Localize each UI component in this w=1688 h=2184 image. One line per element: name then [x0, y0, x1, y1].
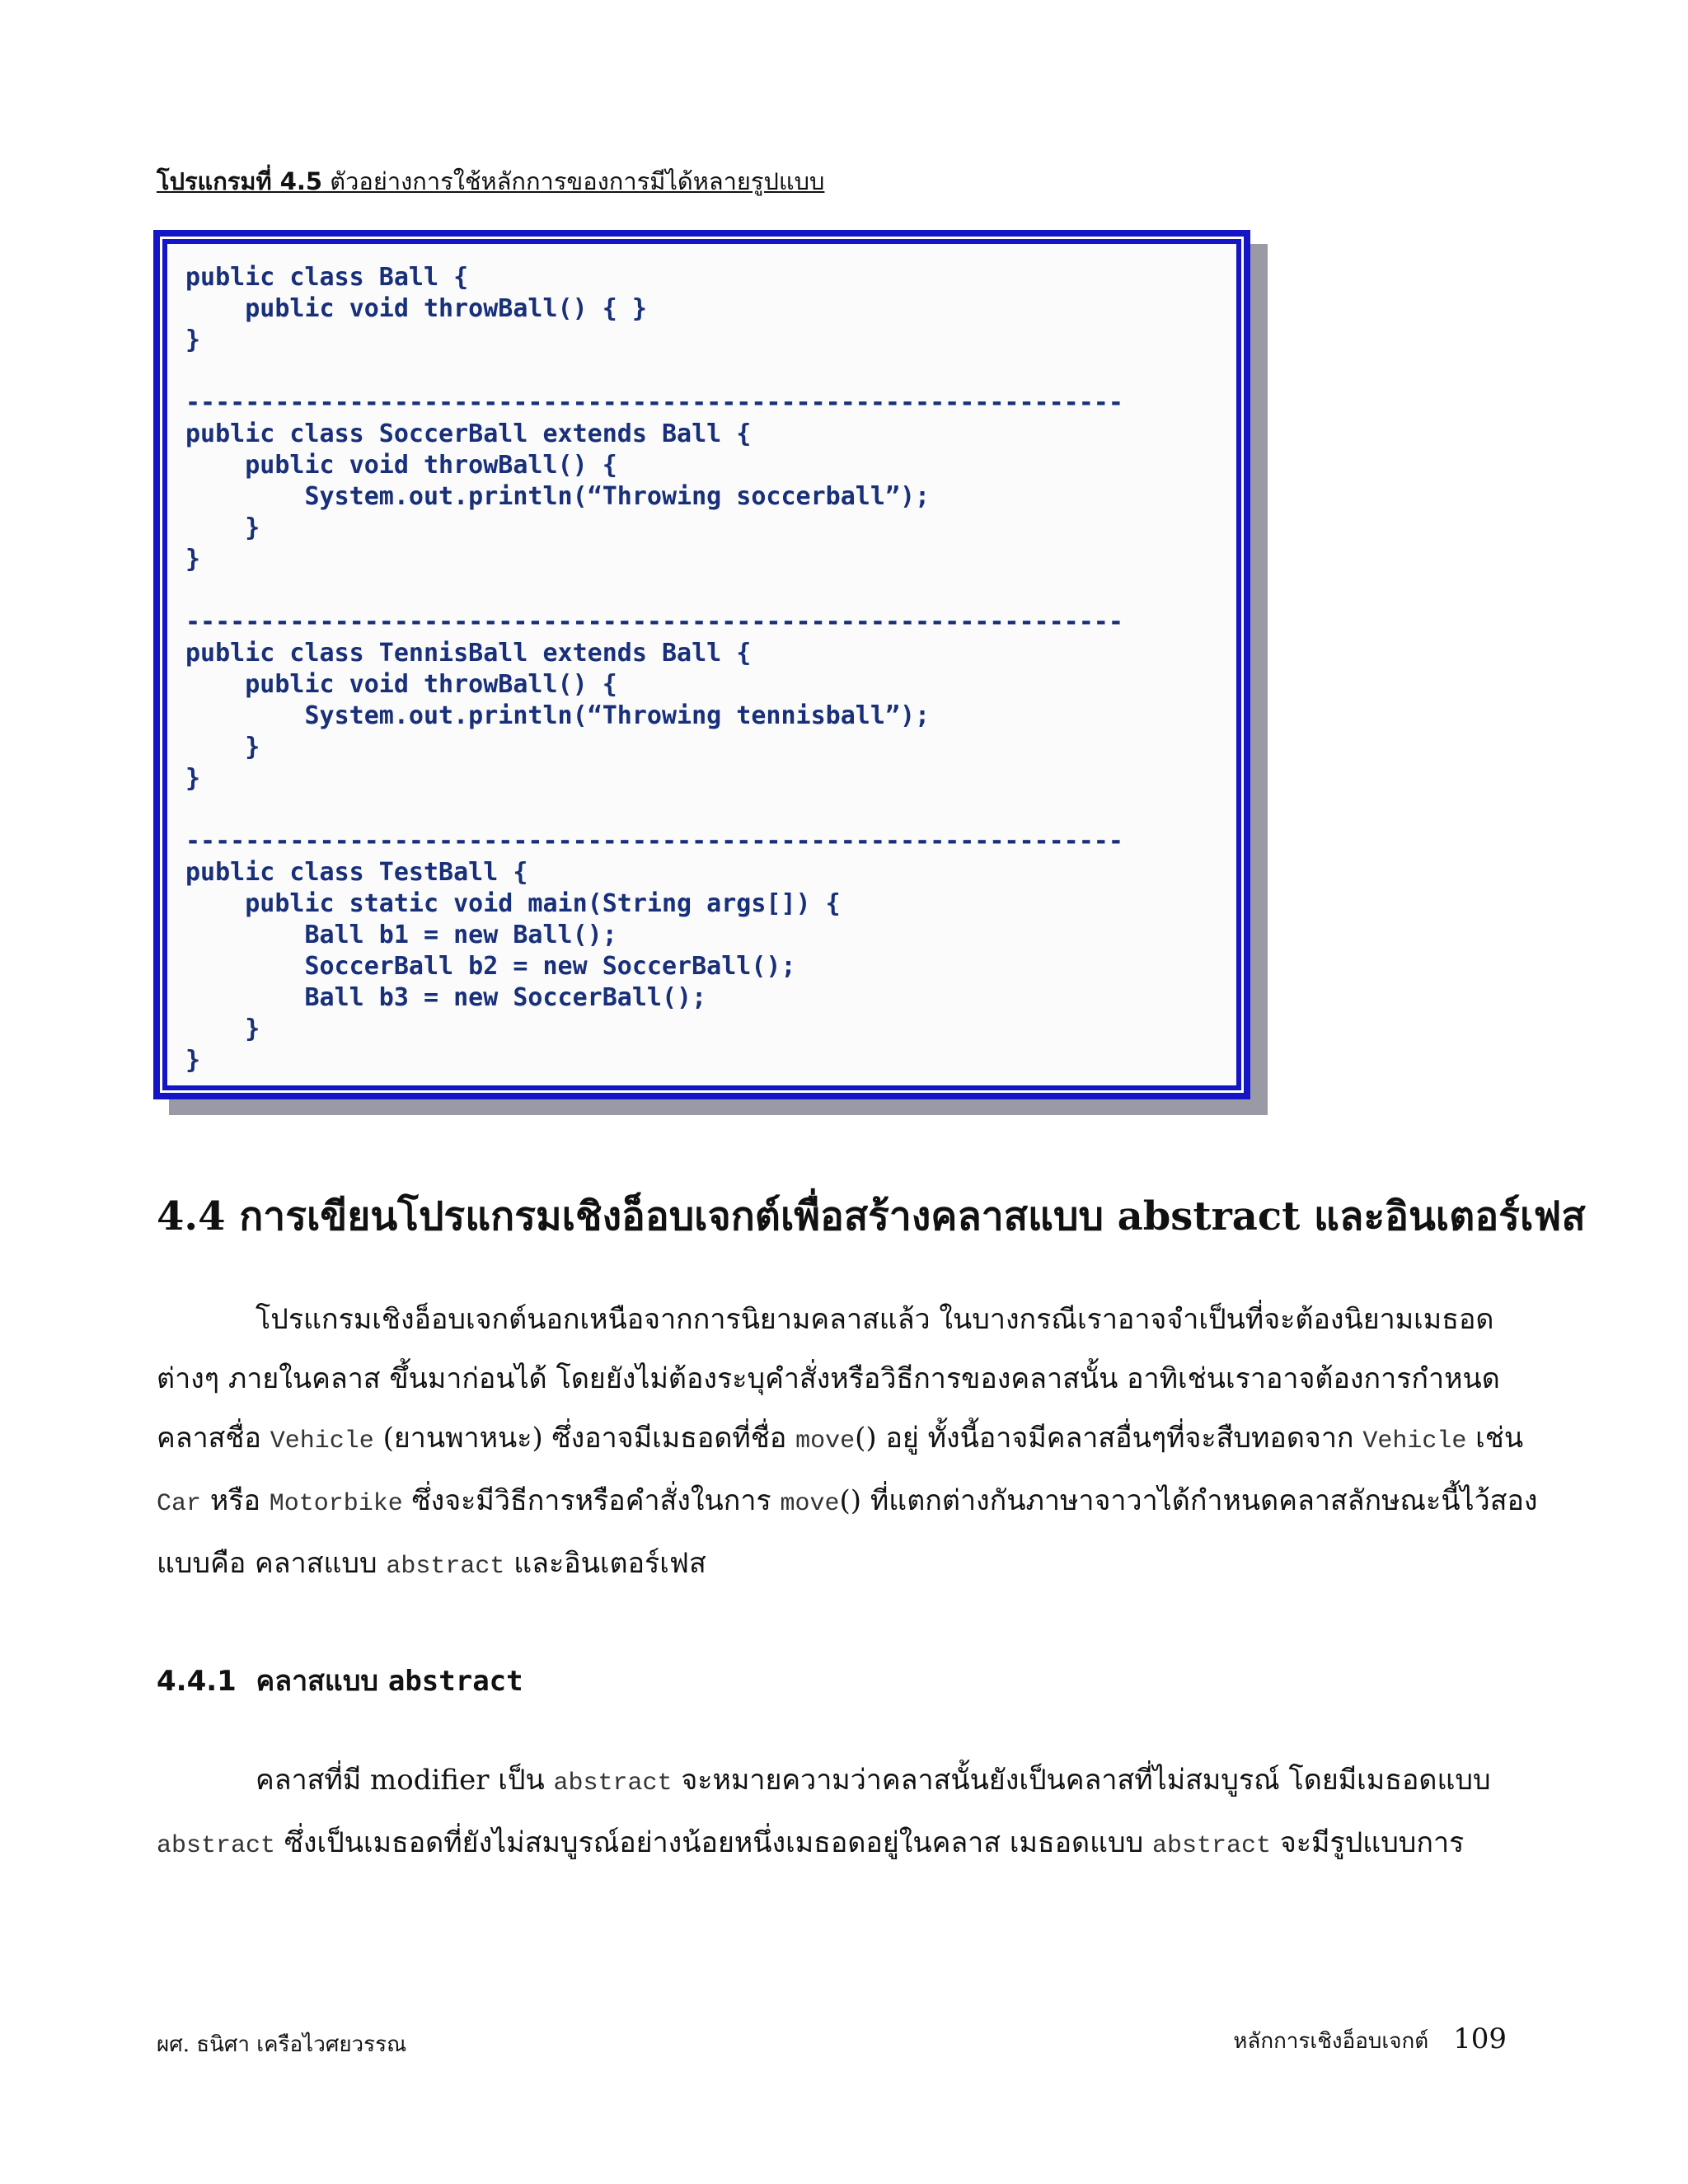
code-separator: --------------------------------------------------------------- — [185, 607, 1123, 636]
code-separator: --------------------------------------------------------------- — [185, 388, 1123, 417]
paragraph-abstract: คลาสที่มี modifier เป็น abstract จะหมายความว่าคลาสนั้นยังเป็นคลาสที่ไม่สมบูรณ์ โดยมีเมธอดแบบ abstract ซึ่งเป็นเมธอดที่ยังไม่สมบูรณ์อย่างน้อยหนึ่งเมธอดอยู่ในคลาส เมธอดแบบ abstract จะมีรูปแบบการ — [157, 1764, 1491, 1860]
code-box — [153, 230, 1250, 1099]
code-term: Vehicle — [270, 1427, 374, 1455]
footer-book-title: หลักการเชิงอ็อบเจกต์ — [1233, 2029, 1429, 2054]
code-line: } — [185, 1015, 260, 1043]
code-line: } — [185, 1046, 201, 1075]
code-line: public void throwBall() { } — [185, 294, 647, 323]
footer-right — [1233, 2022, 1507, 2058]
code-line: public void throwBall() { — [185, 670, 617, 699]
code-line: Ball b3 = new SoccerBall(); — [185, 983, 707, 1012]
code-term: Vehicle — [1362, 1427, 1467, 1455]
paragraph-intro: โปรแกรมเชิงอ็อบเจกต์นอกเหนือจากการนิยามคลาสแล้ว ในบางกรณีเราอาจจำเป็นที่จะต้องนิยามเมธอดต่างๆ ภายในคลาส ขึ้นมาก่อนได้ โดยยังไม่ต้องระบุคำสั่งหรือวิธีการของคลาสนั้น อาทิเช่นเราอาจต้องการกำหนดคลาสชื่อ Vehicle (ยานพาหนะ) ซึ่งอาจมีเมธอดที่ชื่อ move() อยู่ ทั้งนี้อาจมีคลาสอื่นๆที่จะสืบทอดจาก Vehicle เช่น Car หรือ Motorbike ซึ่งจะมีวิธีการหรือคำสั่งในการ move() ที่แตกต่างกันภาษาจาวาได้กำหนดคลาสลักษณะนี้ไว้สอง แบบคือ คลาสแบบ abstract และอินเตอร์เฟส — [157, 1303, 1538, 1581]
footer-author: ผศ. ธนิศา เครือไวศยวรรณ — [157, 2032, 407, 2057]
code-line: System.out.println(“Throwing tennisball”); — [185, 701, 931, 730]
code-line: } — [185, 545, 201, 574]
subsection-number: 4.4.1 — [157, 1665, 237, 1698]
code-line: public class Ball { — [185, 263, 469, 292]
code-line: Ball b1 = new Ball(); — [185, 921, 617, 949]
code-line: } — [185, 513, 260, 542]
code-line: SoccerBall b2 = new SoccerBall(); — [185, 952, 796, 981]
code-term: abstract — [157, 1832, 276, 1860]
code-line: public void throwBall() { — [185, 451, 617, 480]
code-line: public class TennisBall extends Ball { — [185, 639, 752, 668]
code-term: Motorbike — [269, 1490, 403, 1518]
code-term: Car — [157, 1490, 202, 1518]
code-listing — [185, 262, 1123, 1076]
code-term: abstract — [1152, 1832, 1272, 1860]
section-heading: 4.4 การเขียนโปรแกรมเชิงอ็อบเจกต์เพื่อสร้างคลาสแบบ abstract และอินเตอร์เฟส — [157, 1193, 1586, 1240]
code-line: } — [185, 764, 201, 793]
program-caption — [157, 162, 824, 200]
code-term: abstract — [553, 1769, 673, 1797]
program-caption-label: โปรแกรมที่ 4.5 — [157, 167, 323, 195]
subsection-heading — [157, 1658, 523, 1703]
program-caption-text: ตัวอย่างการใช้หลักการของการมีได้หลายรูปแบบ — [322, 167, 825, 195]
code-line: public static void main(String args[]) { — [185, 889, 841, 918]
code-line: } — [185, 326, 201, 354]
code-term: abstract — [386, 1553, 505, 1581]
code-term: move — [795, 1427, 856, 1455]
subsection-title: คลาสแบบ — [256, 1665, 379, 1698]
code-line: public class SoccerBall extends Ball { — [185, 419, 752, 448]
subsection-keyword: abstract — [387, 1665, 523, 1698]
code-term: move — [780, 1490, 840, 1518]
code-line: } — [185, 733, 260, 762]
code-line: public class TestBall { — [185, 858, 528, 887]
code-line: System.out.println(“Throwing soccerball”); — [185, 482, 931, 511]
code-separator: --------------------------------------------------------------- — [185, 827, 1123, 855]
page-number: 109 — [1453, 2022, 1507, 2055]
